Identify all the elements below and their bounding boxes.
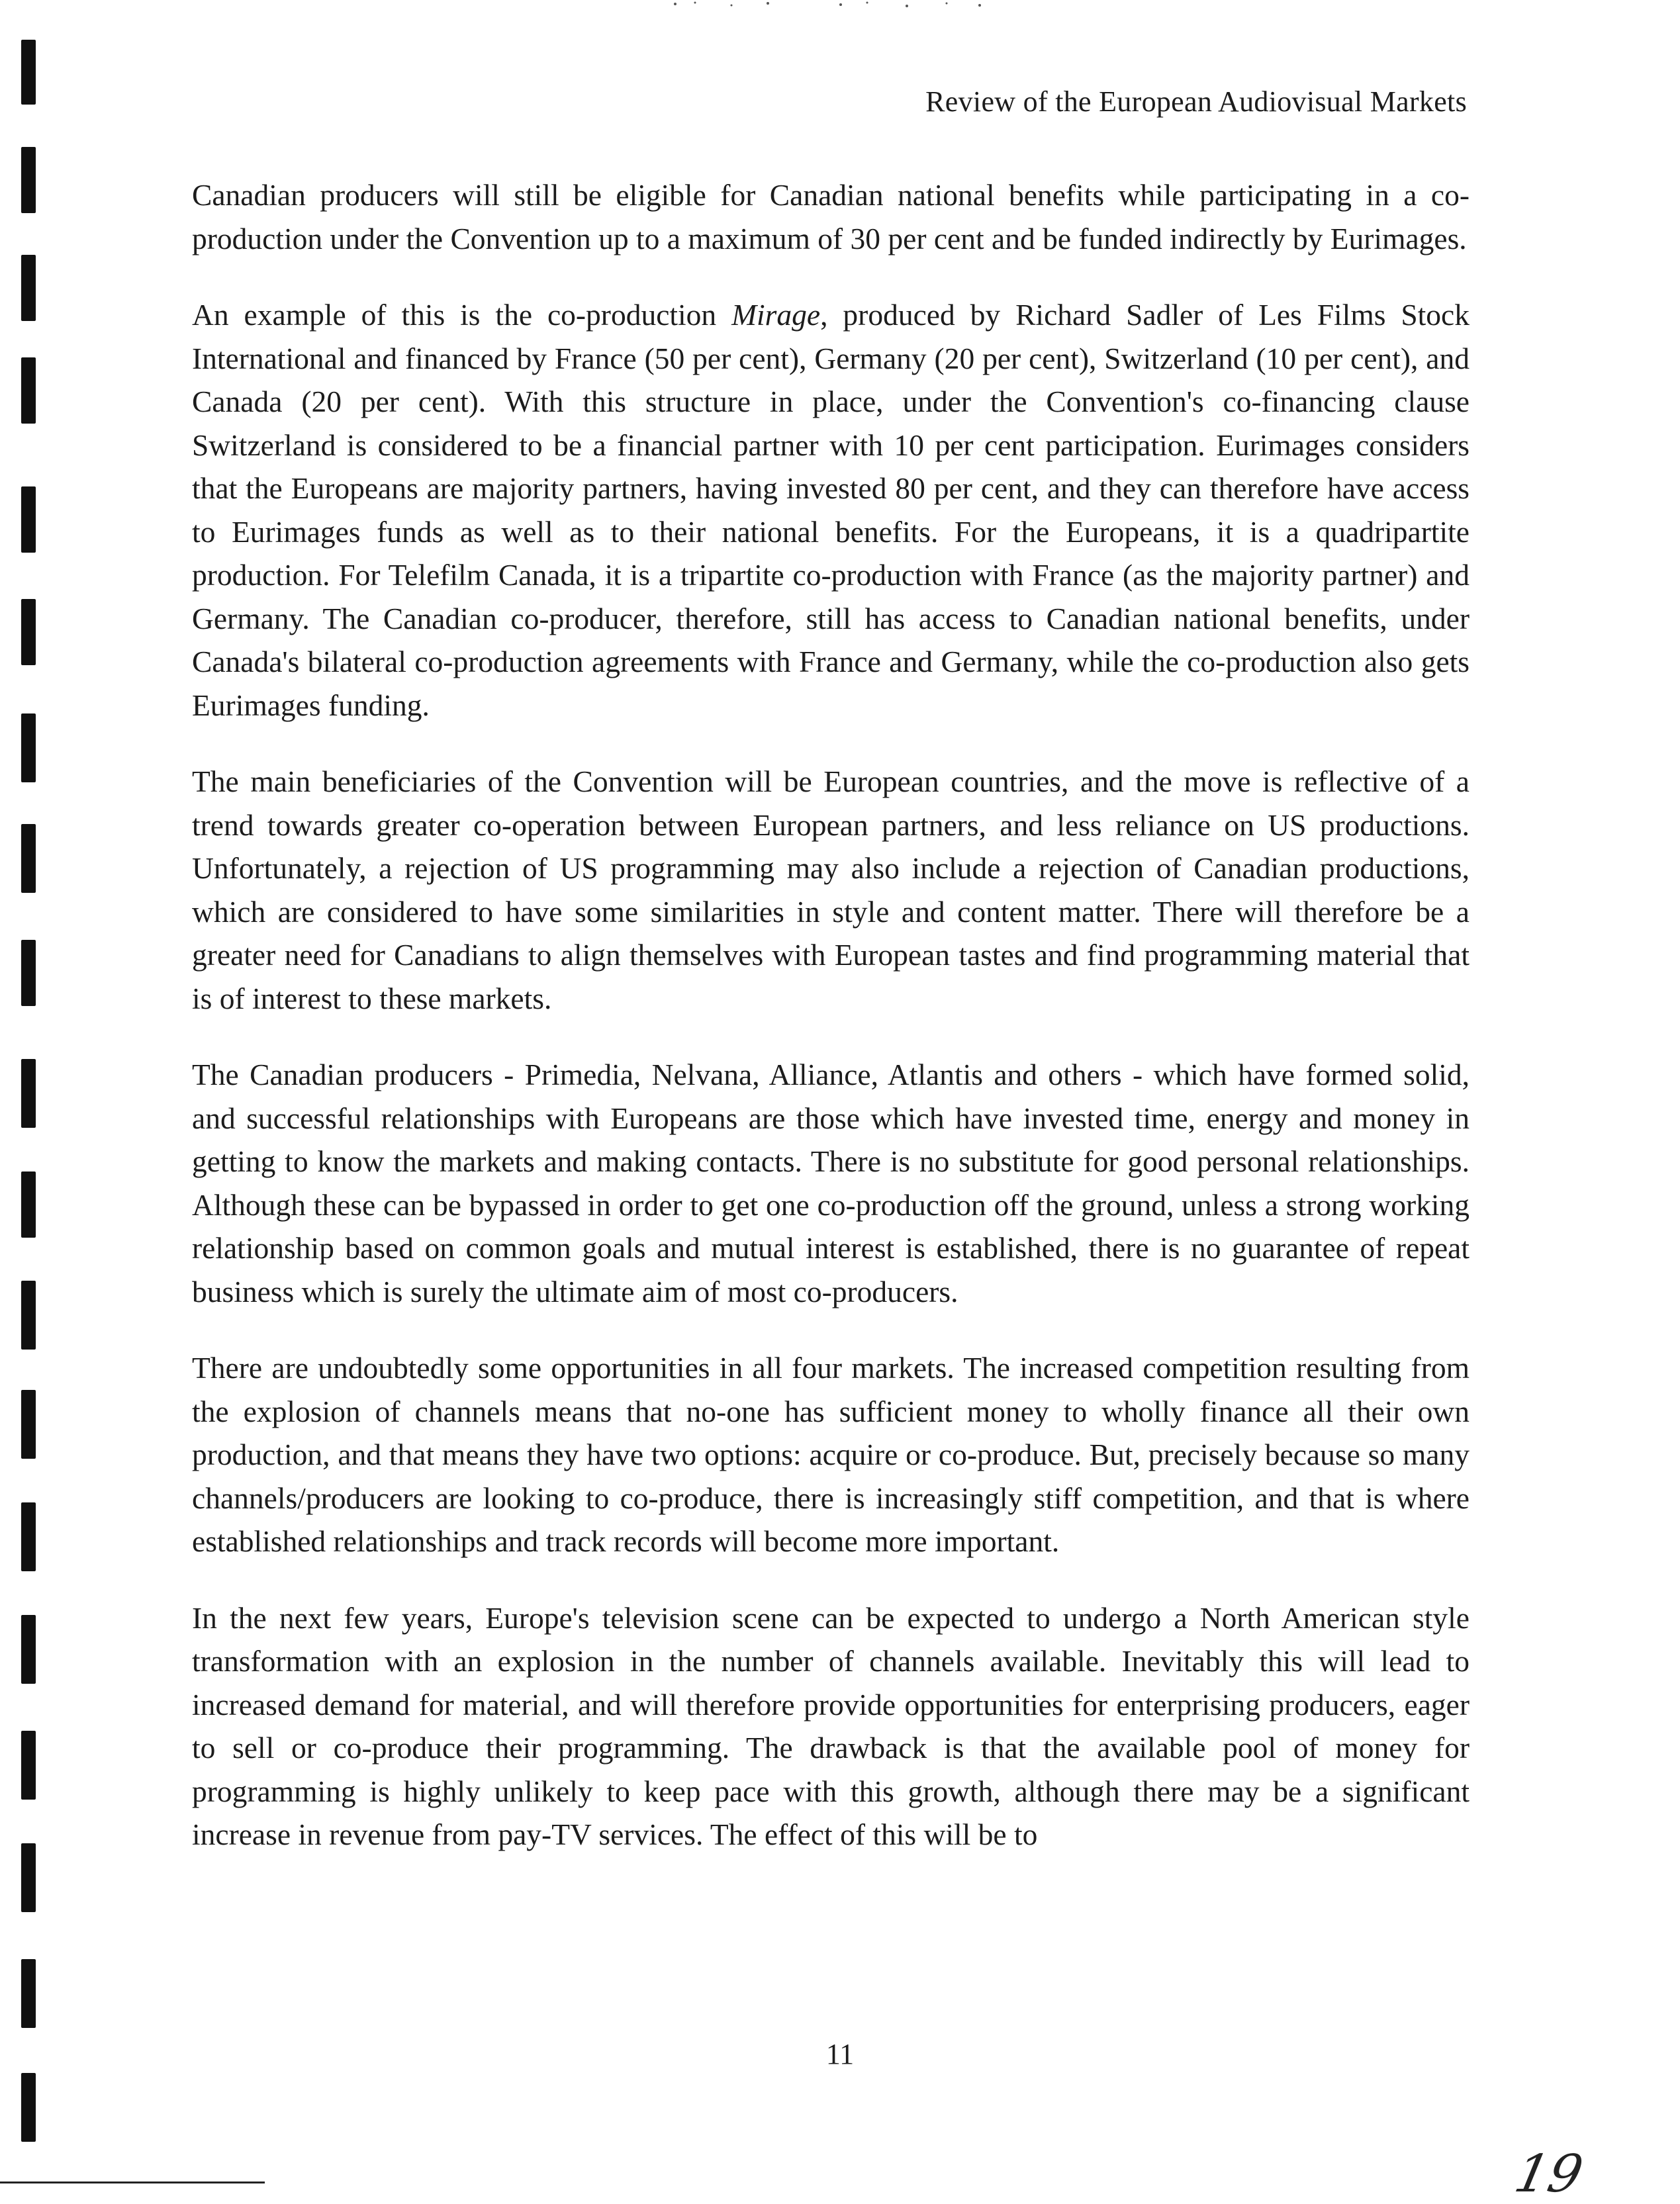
paragraph-text: An example of this is the co-production: [192, 298, 732, 332]
binding-mark: [21, 1059, 36, 1128]
binding-mark: [21, 1281, 36, 1350]
binding-mark: [21, 940, 36, 1006]
running-header: Review of the European Audiovisual Markets: [925, 85, 1467, 118]
binding-mark: [21, 2073, 36, 2142]
binding-mark: [21, 824, 36, 893]
binding-mark: [21, 1959, 36, 2028]
binding-mark: [21, 486, 36, 553]
binding-mark: [21, 713, 36, 782]
binding-mark: [21, 599, 36, 665]
binding-mark: [21, 255, 36, 321]
binding-marks: [21, 0, 48, 2195]
binding-mark: [21, 1615, 36, 1684]
paragraph: In the next few years, Europe's television scene can be expected to undergo a North American style transformation with an explosion in the number of channels available. Inevitably this will lead to increased demand for material, and will therefore provide opportunities for enterprising producers, eager to sell or co-produce their programming. The drawback is that the available pool of money for programming is highly unlikely to keep pace with this growth, although there may be a significant increase in revenue from pay-TV services. The effect of this will be to: [192, 1600, 1470, 1851]
binding-mark: [21, 1843, 36, 1912]
paragraph: The main beneficiaries of the Convention will be European countries, and the move is reflective of a trend towards greater co-operation between European partners, and less reliance on US productions. Unfortunately, a rejection of US programming may also include a rejection of Canadian productions, which are considered to have some similarities in style and content matter. There will therefore be a greater need for Canadians to align themselves with European tastes and find programming material that is of interest to these markets.: [192, 764, 1470, 1015]
paragraph: Canadian producers will still be eligible for Canadian national benefits while participating in a co-production under the Convention up to a maximum of 30 per cent and be funded indirectly by Eurimages.: [192, 178, 1470, 255]
page-number: 11: [825, 2038, 855, 2070]
paragraph: [192, 293, 1470, 727]
binding-mark: [21, 1502, 36, 1571]
binding-mark: [21, 1390, 36, 1459]
binding-mark: [21, 147, 36, 213]
paragraph: The Canadian producers - Primedia, Nelvana, Alliance, Atlantis and others - which have formed solid, and successful relationships with Europeans are those which have invested time, energy and money in getting to know the markets and making contacts. There is no substitute for good personal relationships. Although these can be bypassed in order to get one co-production off the ground, unless a strong working relationship based on common goals and mutual interest is established, there is no guarantee of repeat business which is surely the ultimate aim of most co-producers.: [192, 1058, 1470, 1309]
binding-mark: [21, 1731, 36, 1800]
film-title: Mirage: [731, 298, 821, 332]
footer-rule: [0, 2181, 265, 2183]
scan-noise: [669, 0, 1013, 13]
paragraph: There are undoubtedly some opportunities in all four markets. The increased competition resulting from the explosion of channels means that no-one has sufficient money to wholly finance all their own production, and that means they have two options: acquire or co-produce. But, precisely because so many channels/producers are looking to co-produce, there is increasingly stiff competition, and that is where established relationships and track records will become more important.: [192, 1351, 1470, 1558]
binding-mark: [21, 40, 36, 105]
handwritten-annotation: 19: [1509, 2144, 1588, 2204]
binding-mark: [21, 1171, 36, 1238]
binding-mark: [21, 357, 36, 424]
paragraph-text: , produced by Richard Sadler of Les Films Stock International and financed by France (50 per cent), Germany (20 per cent), Switzerland (10 per cent), and Canada (20 per cent). With this structure in place, under the Convention's co-financing clause Switzerland is considered to be a financial partner with 10 per cent participation. Eurimages considers that the Europeans are majority partners, having invested 80 per cent, and they can therefore have access to Eurimages funds as well as to their national benefits. For the Europeans, it is a quadripartite production. For Telefilm Canada, it is a tripartite co-production with France (as the majority partner) and Germany. The Canadian co-producer, therefore, still has access to Canadian national benefits, under Canada's bilateral co-production agreements with France and Germany, while the co-production also gets Eurimages funding.: [192, 298, 1470, 722]
body-text: [192, 173, 1470, 1890]
